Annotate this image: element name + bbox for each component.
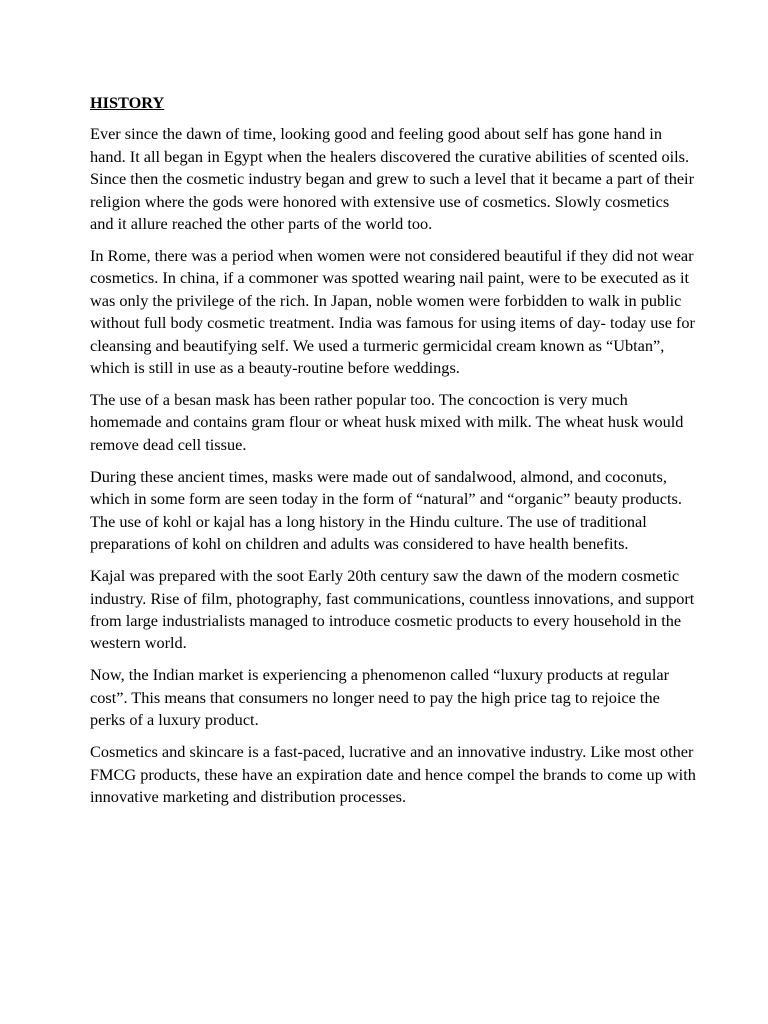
paragraph-rome-china-japan-india: In Rome, there was a period when women were not considered beautiful if they did not wear cosmetics. In china, if a commoner was spotted wearing nail paint, were to be executed as it was only the privilege of the rich. In Japan, noble women were forbidden to walk in public without full body cosmetic treatment. India was famous for using items of day- today use for cleansing and beautifying self. We used a turmeric germicidal cream known as “Ubtan”, which is still in use as a beauty-routine before weddings. — [90, 246, 695, 378]
paragraph-besan-mask: The use of a besan mask has been rather popular too. The concoction is very much homemade and contains gram flour or wheat husk mixed with milk. The wheat husk would remove dead cell tissue. — [90, 390, 684, 454]
paragraph-ancient-masks: During these ancient times, masks were made out of sandalwood, almond, and coconuts, which in some form are seen today in the form of “natural” and “organic” beauty products. The use of kohl or kajal has a long history in the Hindu culture. The use of traditional preparations of kohl on children and adults was considered to have health benefits. — [90, 466, 682, 554]
document-page — [90, 92, 696, 818]
paragraph-kajal: Kajal was prepared with the soot Early 20th century saw the dawn of the modern cosmetic industry. Rise of film, photography, fast communications, countless innovations, and support from large industrialists managed to introduce cosmetic products to every household in the western world. — [90, 566, 695, 653]
section-heading: HISTORY — [90, 93, 165, 112]
paragraph-egypt: Ever since the dawn of time, looking good and feeling good about self has gone hand in hand. It all began in Egypt when the healers discovered the curative abilities of scented oils. Since then the cosmetic industry began and grew to such a level that it became a part of their religion where the gods were honored with extensive use of cosmetics. Slowly cosmetics and it allure reached the other parts of the world too. — [90, 124, 695, 234]
paragraph-cosmetics-industry: Cosmetics and skincare is a fast-paced, lucrative and an innovative industry. Like most other FMCG products, these have an expiration date and hence compel the brands to come up with innovative marketing and distribution processes. — [90, 742, 696, 806]
paragraph-indian-market: Now, the Indian market is experiencing a phenomenon called “luxury products at regular cost”. This means that consumers no longer need to pay the high price tag to rejoice the perks of a luxury product. — [90, 665, 669, 730]
